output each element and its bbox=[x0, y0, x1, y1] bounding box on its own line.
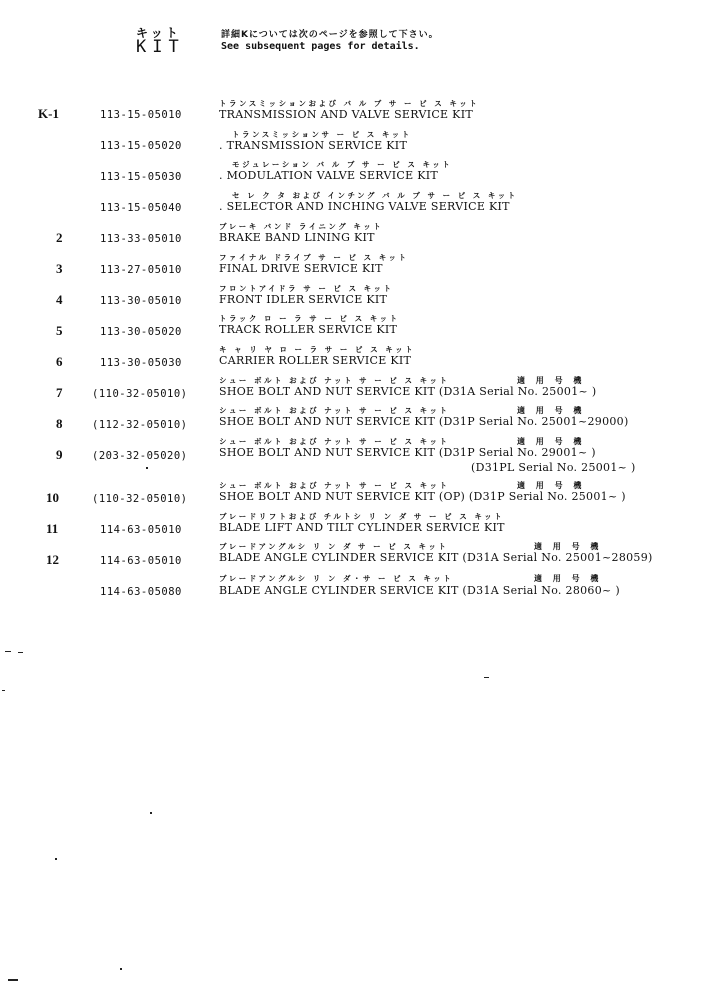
scan-speck bbox=[18, 652, 23, 653]
item-index: K-1 bbox=[38, 106, 59, 121]
kit-title-en: KIT bbox=[136, 37, 185, 57]
item-jp-name: ファイナル ドライブ サ ー ビ ス キット bbox=[219, 253, 409, 262]
scan-speck bbox=[484, 677, 489, 678]
applicable-serial-label: 適 用 号 機 bbox=[517, 406, 586, 415]
part-number: (203-32-05020) bbox=[92, 450, 188, 462]
item-description: CARRIER ROLLER SERVICE KIT bbox=[219, 354, 412, 367]
part-number: 113-15-05020 bbox=[100, 140, 182, 152]
item-description: SHOE BOLT AND NUT SERVICE KIT (D31A Serial No. 25001~ ) bbox=[219, 385, 597, 398]
part-number: 113-15-05030 bbox=[100, 171, 182, 183]
item-description-continuation: (D31PL Serial No. 25001~ ) bbox=[471, 461, 636, 474]
item-index: 3 bbox=[56, 261, 63, 276]
part-number: (110-32-05010) bbox=[92, 493, 188, 505]
applicable-serial-label: 適 用 号 機 bbox=[517, 437, 586, 446]
item-jp-name: シュー ボルト および ナット サ ー ビ ス キット bbox=[219, 376, 450, 385]
part-number: 113-33-05010 bbox=[100, 233, 182, 245]
item-jp-name: フロントアイドラ サ ー ビ ス キット bbox=[219, 284, 394, 293]
item-index: 8 bbox=[56, 416, 63, 431]
applicable-serial-label: 適 用 号 機 bbox=[517, 376, 586, 385]
scan-speck bbox=[120, 968, 122, 970]
item-description: SHOE BOLT AND NUT SERVICE KIT (OP) (D31P Serial No. 25001~ ) bbox=[219, 490, 626, 503]
part-number: 114-63-05010 bbox=[100, 524, 182, 536]
item-index: 6 bbox=[56, 354, 63, 369]
item-index: 11 bbox=[46, 521, 59, 536]
item-jp-name: トランスミッションおよび バ ル ブ サ ー ビ ス キット bbox=[219, 99, 480, 108]
item-description: . TRANSMISSION SERVICE KIT bbox=[219, 139, 408, 152]
item-jp-name: トラック ロ ー ラ サ ー ビ ス キット bbox=[219, 314, 400, 323]
item-index: 2 bbox=[56, 230, 63, 245]
part-number: 114-63-05080 bbox=[100, 586, 182, 598]
item-index: 10 bbox=[46, 490, 59, 505]
item-description: BLADE ANGLE CYLINDER SERVICE KIT (D31A Serial No. 25001~28059) bbox=[219, 551, 653, 564]
part-number: (112-32-05010) bbox=[92, 419, 188, 431]
item-jp-name: シュー ボルト および ナット サ ー ビ ス キット bbox=[219, 437, 450, 446]
item-description: BRAKE BAND LINING KIT bbox=[219, 231, 375, 244]
part-number: 113-27-05010 bbox=[100, 264, 182, 276]
item-description: FRONT IDLER SERVICE KIT bbox=[219, 293, 388, 306]
part-number: 113-30-05020 bbox=[100, 326, 182, 338]
item-index: 7 bbox=[56, 385, 63, 400]
scan-speck bbox=[55, 858, 57, 860]
item-jp-name: モジュレーション バ ル ブ サ ー ビ ス キット bbox=[232, 160, 453, 169]
scan-speck bbox=[5, 651, 11, 652]
kit-title-jp: キット bbox=[136, 26, 181, 40]
item-index: 5 bbox=[56, 323, 63, 338]
item-jp-name: キ ャ リ ヤ ロ ー ラ サ ー ビ ス キット bbox=[219, 345, 416, 354]
item-index: 12 bbox=[46, 552, 59, 567]
item-jp-name: ブレードアングルシ リ ン ダ・サ ー ビ ス キット bbox=[219, 574, 454, 583]
item-jp-name: セ レ ク タ および インチング バ ル ブ サ ー ビ ス キット bbox=[232, 191, 518, 200]
item-index: 4 bbox=[56, 292, 63, 307]
item-jp-name: ブレードアングルシ リ ン ダ サ ー ビ ス キット bbox=[219, 542, 449, 551]
applicable-serial-label: 適 用 号 機 bbox=[534, 574, 603, 583]
item-description: SHOE BOLT AND NUT SERVICE KIT (D31P Serial No. 29001~ ) bbox=[219, 446, 596, 459]
applicable-serial-label: 適 用 号 機 bbox=[534, 542, 603, 551]
item-description: BLADE ANGLE CYLINDER SERVICE KIT (D31A Serial No. 28060~ ) bbox=[219, 584, 620, 597]
item-jp-name: シュー ボルト および ナット サ ー ビ ス キット bbox=[219, 481, 450, 490]
part-number: 113-15-05010 bbox=[100, 109, 182, 121]
item-jp-name: ブレードリフトおよび チルトシ リ ン ダ サ ー ビ ス キット bbox=[219, 512, 505, 521]
part-number: 113-15-05040 bbox=[100, 202, 182, 214]
item-index: 9 bbox=[56, 447, 63, 462]
details-note-jp: 詳細Kについては次のページを参照して下さい。 bbox=[221, 30, 439, 40]
item-description: . MODULATION VALVE SERVICE KIT bbox=[219, 169, 439, 182]
item-jp-name: シュー ボルト および ナット サ ー ビ ス キット bbox=[219, 406, 450, 415]
scan-speck bbox=[2, 690, 5, 691]
item-description: TRACK ROLLER SERVICE KIT bbox=[219, 323, 398, 336]
item-description: SHOE BOLT AND NUT SERVICE KIT (D31P Serial No. 25001~29000) bbox=[219, 415, 629, 428]
item-description: . SELECTOR AND INCHING VALVE SERVICE KIT bbox=[219, 200, 510, 213]
scan-speck bbox=[150, 812, 152, 814]
part-number: 113-30-05010 bbox=[100, 295, 182, 307]
part-number: 114-63-05010 bbox=[100, 555, 182, 567]
item-description: BLADE LIFT AND TILT CYLINDER SERVICE KIT bbox=[219, 521, 505, 534]
part-number: (110-32-05010) bbox=[92, 388, 188, 400]
item-description: FINAL DRIVE SERVICE KIT bbox=[219, 262, 383, 275]
details-note-en: See subsequent pages for details. bbox=[221, 41, 420, 52]
part-number: 113-30-05030 bbox=[100, 357, 182, 369]
scan-speck bbox=[146, 467, 148, 469]
item-jp-name: トランスミッションサ ー ビ ス キット bbox=[232, 130, 412, 139]
item-jp-name: ブレーキ バンド ライニング キット bbox=[219, 222, 384, 231]
item-description: TRANSMISSION AND VALVE SERVICE KIT bbox=[219, 108, 473, 121]
applicable-serial-label: 適 用 号 機 bbox=[517, 481, 586, 490]
